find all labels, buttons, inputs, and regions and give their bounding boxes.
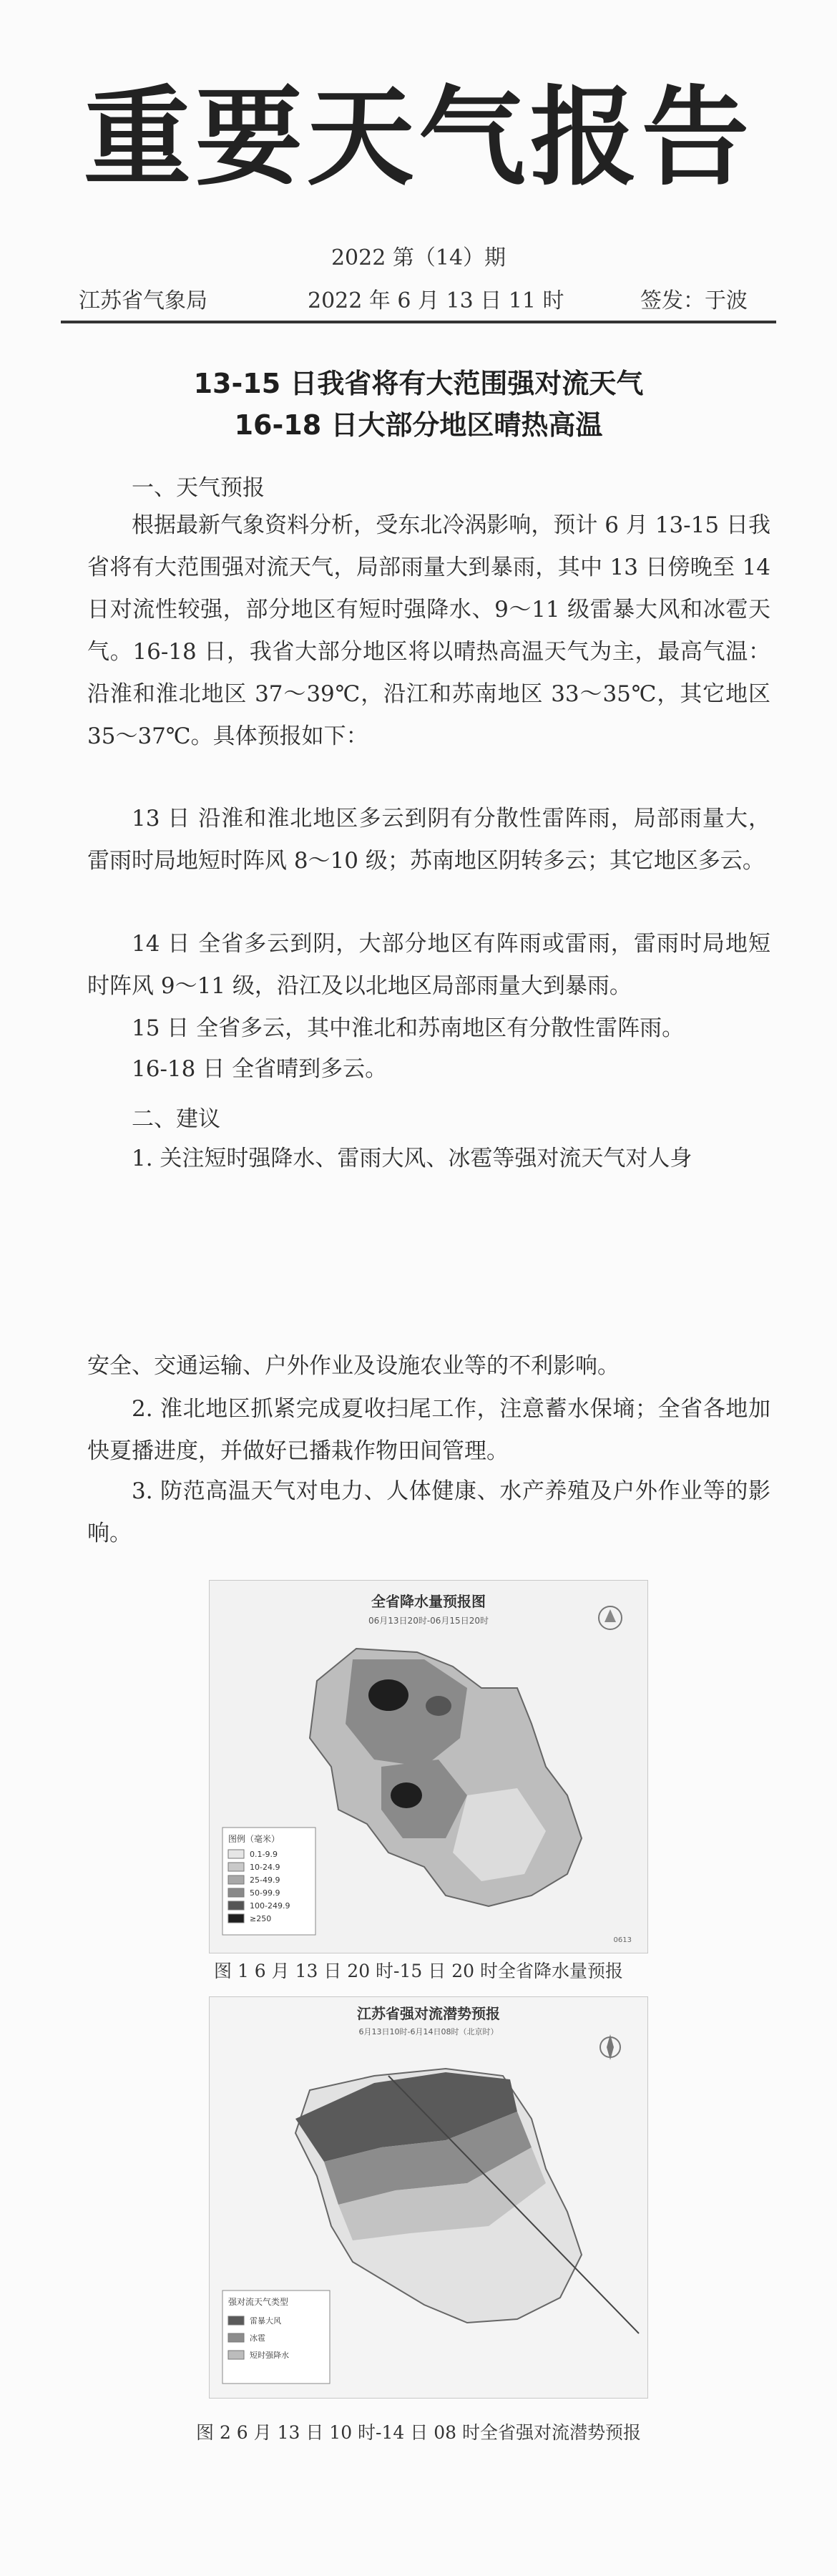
precipitation-map-graphic xyxy=(210,1581,647,1953)
precip-legend-label: 50-99.9 xyxy=(250,1888,280,1898)
precip-legend-label: 25-49.9 xyxy=(250,1875,280,1885)
signer: 签发：于波 xyxy=(640,288,748,313)
advice-item-2: 2. 淮北地区抓紧完成夏收扫尾工作，注意蓄水保墒；全省各地加快夏播进度，并做好已播栽作物田间管理。 xyxy=(87,1396,770,1464)
convection-legend-swatch xyxy=(228,2333,244,2342)
convection-map-graphic xyxy=(210,1997,647,2398)
headline-line2: 16-18 日大部分地区晴热高温 xyxy=(234,409,603,441)
precip-legend-swatch xyxy=(228,1875,244,1884)
rain-core-north xyxy=(368,1679,408,1711)
precip-legend-label: ≥250 xyxy=(250,1914,272,1923)
precipitation-map xyxy=(209,1580,648,1953)
precip-legend-label: 0.1-9.9 xyxy=(250,1850,278,1859)
rain-core-central xyxy=(391,1782,422,1808)
advice-item-1-part-b: 安全、交通运输、户外作业及设施农业等的不利影响。 xyxy=(87,1353,620,1379)
convection-legend-label: 冰雹 xyxy=(250,2333,265,2343)
figure-2-caption: 图 2 6 月 13 日 10 时-14 日 08 时全省强对流潜势预报 xyxy=(196,2422,641,2443)
convection-map-title: 江苏省强对流潜势预报 xyxy=(357,2005,500,2022)
convection-legend-swatch xyxy=(228,2351,244,2359)
convection-map xyxy=(209,1996,648,2399)
section-forecast-heading: 一、天气预报 xyxy=(132,475,265,501)
rain-core-east xyxy=(426,1696,451,1716)
convection-legend-swatch xyxy=(228,2316,244,2325)
advice-item-3: 3. 防范高温天气对电力、人体健康、水产养殖及户外作业等的影响。 xyxy=(87,1478,770,1546)
svg-text:0613: 0613 xyxy=(613,1936,632,1944)
precip-map-title: 全省降水量预报图 xyxy=(371,1593,486,1610)
convection-map-subtitle: 6月13日10时-6月14日08时（北京时） xyxy=(358,2027,499,2036)
headline-line1: 13-15 日我省将有大范围强对流天气 xyxy=(193,368,644,399)
advice-item-1-part-a: 1. 关注短时强降水、雷雨大风、冰雹等强对流天气对人身 xyxy=(132,1146,692,1171)
section-advice-heading: 二、建议 xyxy=(132,1106,220,1132)
precip-legend-label: 10-24.9 xyxy=(250,1863,280,1872)
precip-legend-swatch xyxy=(228,1888,244,1897)
issue-number: 2022 第（14）期 xyxy=(331,245,506,270)
header-rule xyxy=(61,321,776,323)
issue-datetime: 2022 年 6 月 13 日 11 时 xyxy=(308,288,564,313)
report-title: 重要天气报告 xyxy=(83,76,753,200)
convection-legend xyxy=(222,2290,330,2384)
convection-legend-title: 强对流天气类型 xyxy=(228,2297,289,2307)
convection-legend-label: 短时强降水 xyxy=(250,2351,289,2360)
forecast-paragraph-5: 16-18 日 全省晴到多云。 xyxy=(132,1056,388,1082)
figure-1-caption: 图 1 6 月 13 日 20 时-15 日 20 时全省降水量预报 xyxy=(214,1961,623,1981)
precip-legend-swatch xyxy=(228,1914,244,1923)
forecast-paragraph-3: 14 日 全省多云到阴，大部分地区有阵雨或雷雨，雷雨时局地短时阵风 9～11 级，沿江及以北地区局部雨量大到暴雨。 xyxy=(87,931,770,999)
issuer: 江苏省气象局 xyxy=(79,288,207,313)
precip-legend-swatch xyxy=(228,1901,244,1910)
precip-legend-swatch xyxy=(228,1863,244,1871)
precip-map-subtitle: 06月13日20时-06月15日20时 xyxy=(368,1616,489,1626)
forecast-paragraph-1: 根据最新气象资料分析，受东北冷涡影响，预计 6 月 13-15 日我省将有大范围强对流天气，局部雨量大到暴雨，其中 13 日傍晚至 14 日对流性较强，部分地区有短时强降水、9～11 级雷暴大风和冰雹天气。16-18 日，我省大部分地区将以晴热高温天气为主，最高气温：沿淮和淮北地区 37～39℃，沿江和苏南地区 33～35℃，其它地区 35～37℃。具体预报如下： xyxy=(87,512,770,749)
convection-legend-label: 雷暴大风 xyxy=(250,2316,281,2326)
forecast-paragraph-4: 15 日 全省多云，其中淮北和苏南地区有分散性雷阵雨。 xyxy=(132,1015,685,1041)
precip-legend xyxy=(222,1828,315,1935)
precip-legend-title: 图例（毫米） xyxy=(228,1834,280,1844)
precip-legend-label: 100-249.9 xyxy=(250,1901,290,1911)
forecast-paragraph-2: 13 日 沿淮和淮北地区多云到阴有分散性雷阵雨，局部雨量大，雷雨时局地短时阵风 8～10 级；苏南地区阴转多云；其它地区多云。 xyxy=(87,806,770,874)
precip-legend-swatch xyxy=(228,1850,244,1858)
